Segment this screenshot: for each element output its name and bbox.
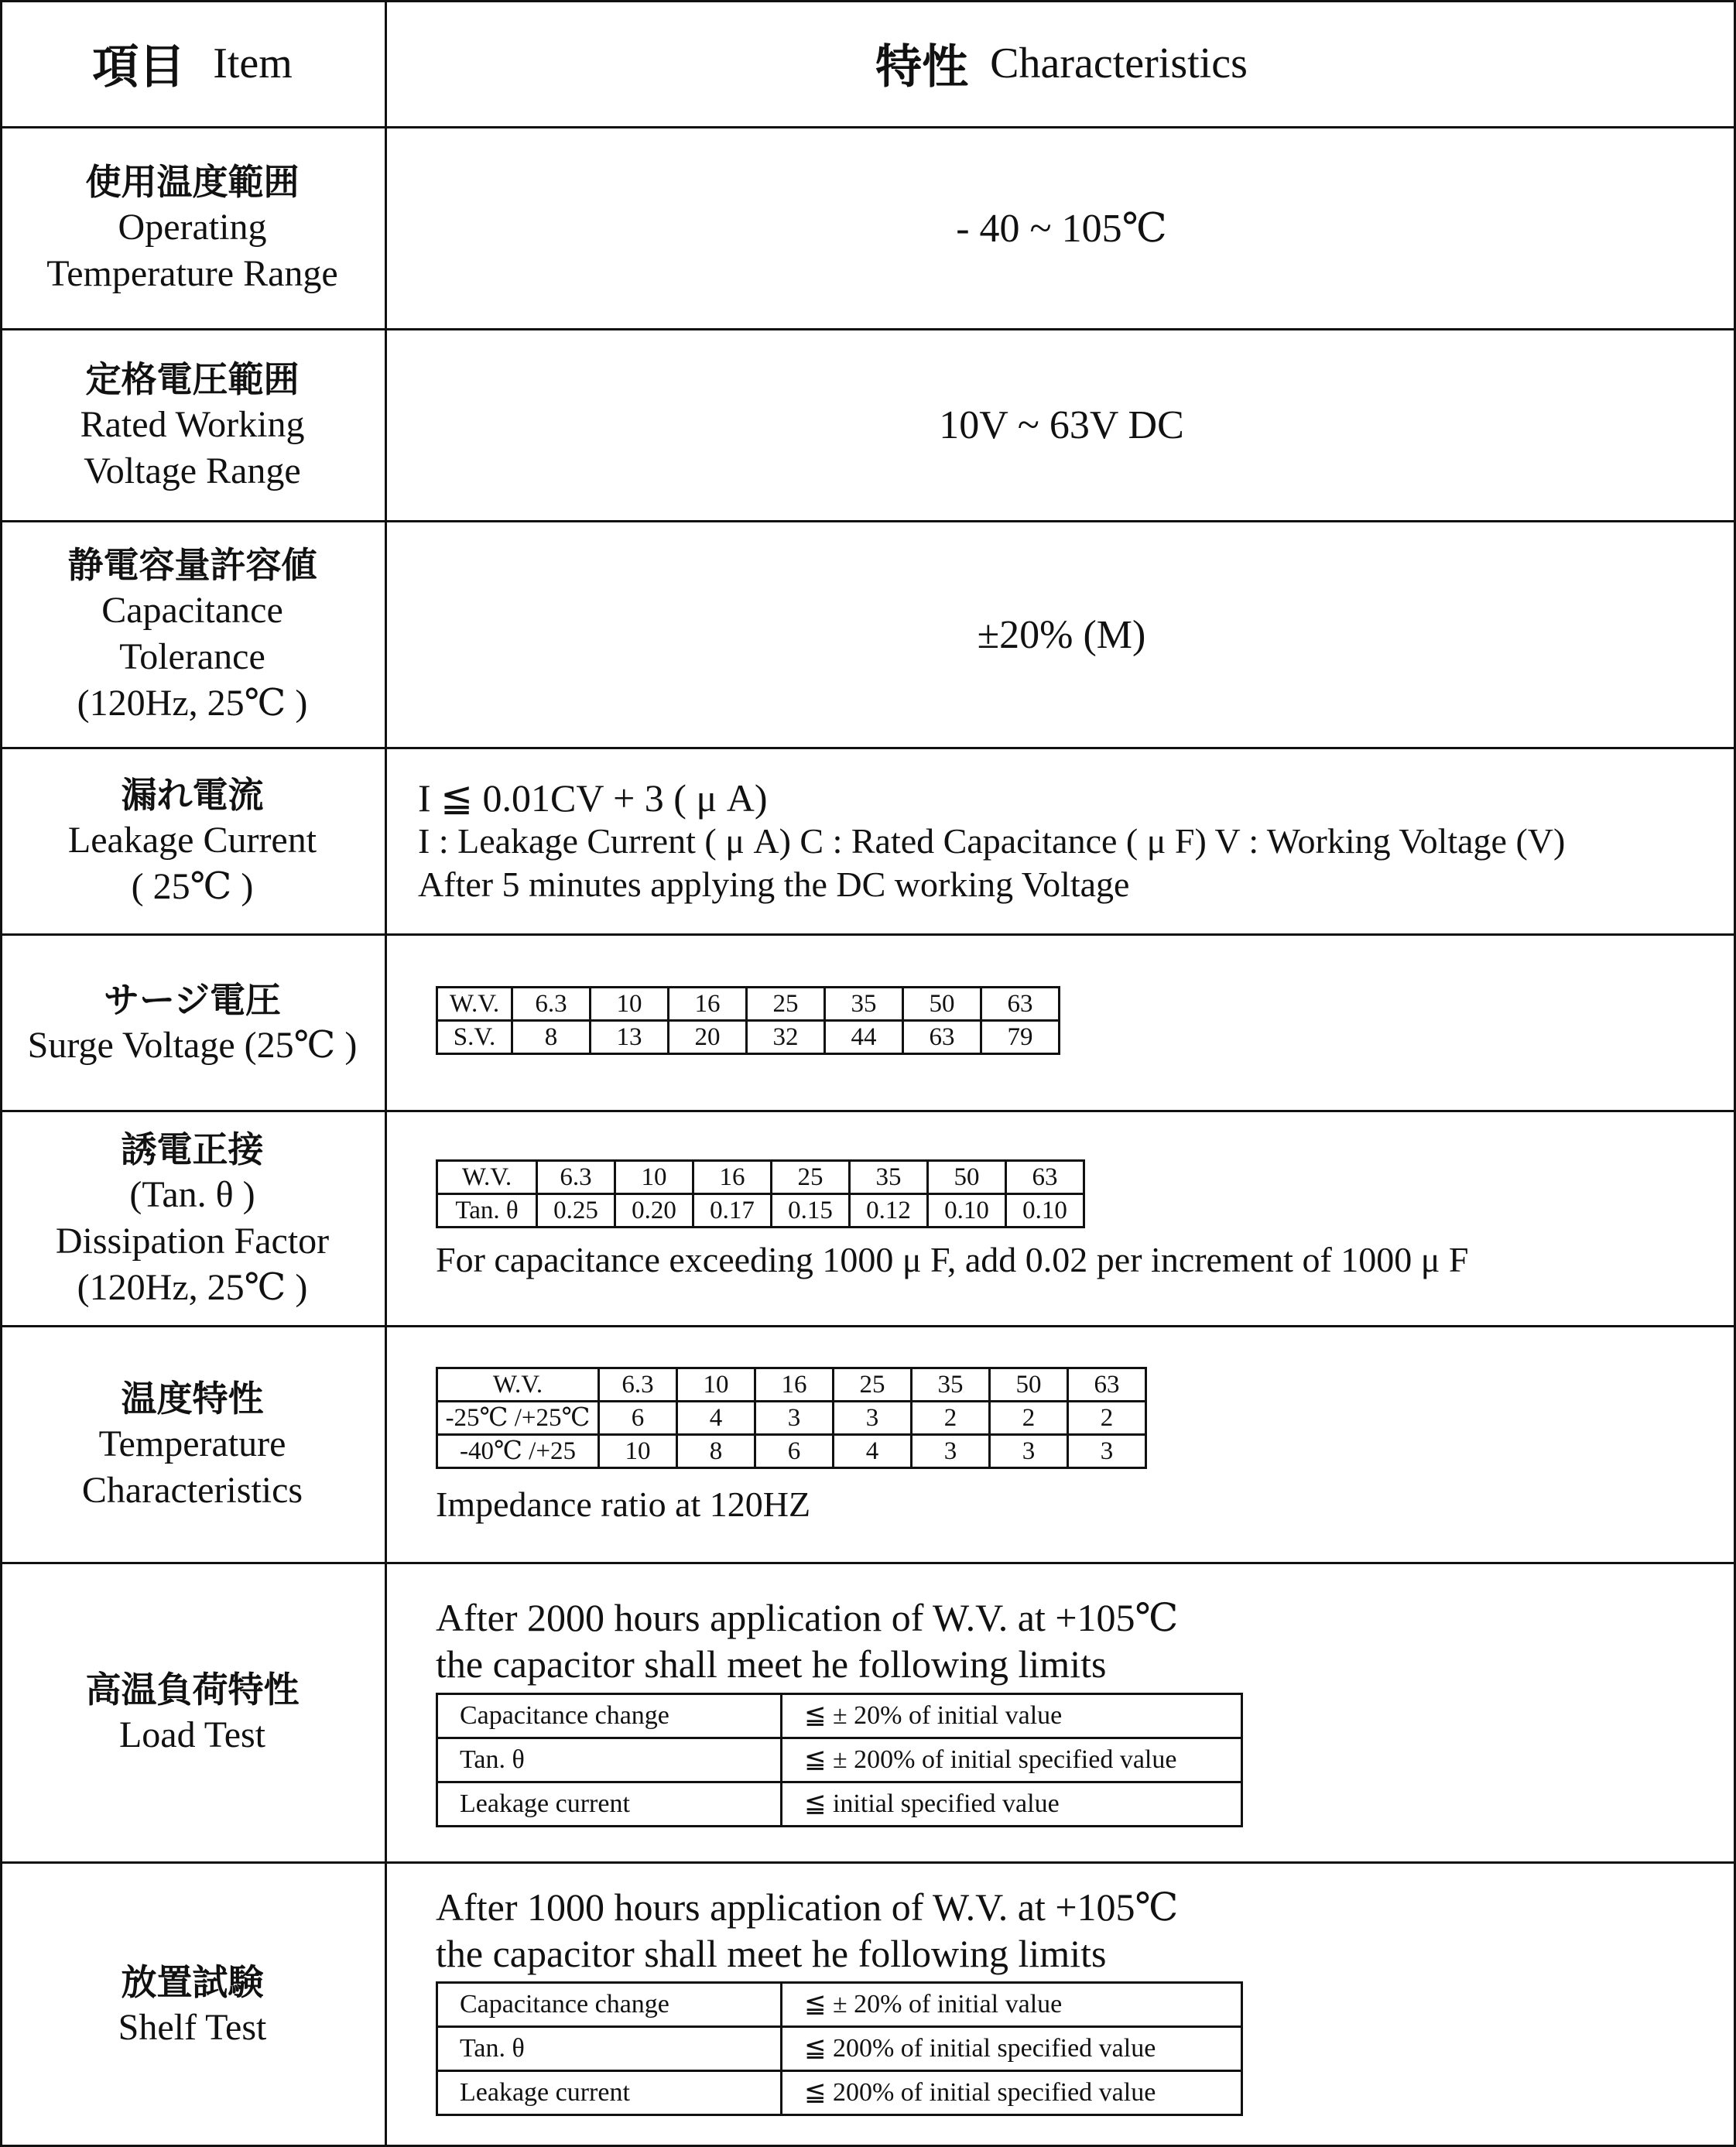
label-en: Operating (118, 207, 267, 248)
row-label-cap-tolerance (0, 522, 385, 747)
label-en: (120Hz, 25℃ ) (77, 683, 308, 724)
leakage-value (418, 749, 1726, 933)
table-cell: 4 (834, 1435, 912, 1468)
table-cell: 35 (850, 1161, 928, 1194)
table-cell: 6.3 (512, 988, 591, 1021)
shelf-table-wrap (436, 1981, 1243, 2116)
table-cell: 16 (669, 988, 747, 1021)
header-char-en: Characteristics (990, 39, 1248, 87)
header-characteristics (387, 0, 1736, 126)
label-en: Tolerance (119, 636, 265, 677)
label-jp: 放置試験 (121, 1961, 264, 2003)
label-jp: 高温負荷特性 (85, 1669, 300, 1710)
table-cell: 6 (755, 1435, 834, 1468)
temp-char-table-wrap (436, 1367, 1147, 1469)
temp-char-table (436, 1367, 1147, 1469)
leakage-legend: I : Leakage Current ( μ A) C : Rated Capacitance ( μ F) V : Working Voltage (V) (418, 821, 1566, 861)
header-char-jp: 特性 (875, 39, 969, 94)
table-row (437, 1738, 1242, 1782)
table-cell: 3 (990, 1435, 1068, 1468)
label-jp: サージ電圧 (103, 978, 282, 1021)
table-cell: 25 (772, 1161, 850, 1194)
table-cell: 0.12 (850, 1194, 928, 1228)
table-cell: Capacitance change (437, 1983, 782, 2027)
table-row (437, 1021, 1060, 1054)
row-label-temp-range (0, 128, 385, 328)
table-cell: 2 (912, 1402, 990, 1435)
table-cell: Tan. θ (437, 1738, 782, 1782)
table-cell: 35 (825, 988, 903, 1021)
tan-table (436, 1159, 1085, 1228)
table-cell: 79 (981, 1021, 1060, 1054)
table-cell: 0.10 (1006, 1194, 1084, 1228)
shelf-table (436, 1981, 1243, 2116)
table-cell: 25 (747, 988, 825, 1021)
table-cell: 50 (990, 1368, 1068, 1402)
table-row (437, 2071, 1242, 2115)
table-cell: W.V. (437, 1368, 599, 1402)
table-cell: 44 (825, 1021, 903, 1054)
table-cell: W.V. (437, 1161, 537, 1194)
load-table (436, 1693, 1243, 1827)
table-cell: 10 (677, 1368, 755, 1402)
table-cell: 63 (1006, 1161, 1084, 1194)
label-en: Dissipation Factor (55, 1220, 330, 1262)
label-en: Rated Working (80, 403, 305, 445)
temp-char-note: Impedance ratio at 120HZ (436, 1484, 811, 1524)
label-en: (Tan. θ ) (129, 1173, 255, 1215)
table-row (437, 1435, 1146, 1468)
table-cell: ≦ initial specified value (782, 1782, 1242, 1827)
table-cell: 10 (591, 988, 669, 1021)
table-row (437, 1368, 1146, 1402)
table-cell: ≦ 200% of initial specified value (782, 2027, 1242, 2071)
label-en: (120Hz, 25℃ ) (77, 1266, 308, 1308)
label-en: Temperature (98, 1423, 286, 1464)
table-cell: 63 (903, 1021, 981, 1054)
table-cell: 10 (615, 1161, 693, 1194)
table-cell: Tan. θ (437, 1194, 537, 1228)
label-en: Voltage Range (84, 450, 301, 491)
header-item-jp: 項目 (92, 39, 186, 94)
table-cell: 2 (1068, 1402, 1146, 1435)
label-en: Surge Voltage (25℃ ) (27, 1024, 358, 1066)
row-label-leakage (0, 749, 385, 933)
label-en: Load Test (118, 1714, 266, 1755)
voltage-range-value: 10V ~ 63V DC (939, 403, 1184, 447)
table-row (437, 1161, 1084, 1194)
table-cell: 2 (990, 1402, 1068, 1435)
table-cell: 4 (677, 1402, 755, 1435)
table-cell: 0.17 (693, 1194, 772, 1228)
cap-tolerance-value: ±20% (M) (977, 612, 1146, 657)
table-cell: 35 (912, 1368, 990, 1402)
table-cell: Leakage current (437, 2071, 782, 2115)
load-line2: the capacitor shall meet he following limits (436, 1642, 1107, 1686)
table-cell: ≦ 200% of initial specified value (782, 2071, 1242, 2115)
table-cell: 6 (599, 1402, 677, 1435)
label-en: Leakage Current (67, 820, 317, 861)
table-cell: ≦ ± 20% of initial value (782, 1694, 1242, 1738)
table-cell: 32 (747, 1021, 825, 1054)
table-cell: 0.15 (772, 1194, 850, 1228)
table-cell: W.V. (437, 988, 512, 1021)
tan-note: For capacitance exceeding 1000 μ F, add 0.02 per increment of 1000 μ F (436, 1240, 1469, 1279)
table-cell: Tan. θ (437, 2027, 782, 2071)
shelf-line1: After 1000 hours application of W.V. at +105℃ (436, 1885, 1179, 1929)
row-label-shelf (0, 1864, 385, 2147)
table-row (437, 1694, 1242, 1738)
table-cell: ≦ ± 20% of initial value (782, 1983, 1242, 2027)
table-cell: 8 (677, 1435, 755, 1468)
leakage-formula: I ≦ 0.01CV + 3 ( μ A) (418, 776, 768, 820)
table-cell: 6.3 (599, 1368, 677, 1402)
table-row (437, 1194, 1084, 1228)
label-jp: 温度特性 (121, 1377, 264, 1419)
table-cell: 16 (755, 1368, 834, 1402)
table-cell: 25 (834, 1368, 912, 1402)
row-label-surge (0, 936, 385, 1110)
table-cell: 3 (1068, 1435, 1146, 1468)
tan-table-wrap (436, 1159, 1085, 1228)
temp-range-value: - 40 ~ 105℃ (956, 207, 1167, 251)
table-cell: 0.10 (928, 1194, 1006, 1228)
row-label-tan (0, 1112, 385, 1325)
table-cell: 3 (834, 1402, 912, 1435)
table-cell: 3 (755, 1402, 834, 1435)
label-jp: 使用温度範囲 (85, 161, 300, 203)
table-cell: 6.3 (537, 1161, 615, 1194)
label-en: Characteristics (81, 1469, 303, 1511)
table-cell: 50 (903, 988, 981, 1021)
label-en: ( 25℃ ) (131, 866, 254, 907)
table-cell: 13 (591, 1021, 669, 1054)
header-item (0, 0, 385, 126)
row-label-temp-char (0, 1327, 385, 1562)
table-row (437, 2027, 1242, 2071)
load-table-wrap (436, 1693, 1243, 1827)
table-cell: 0.25 (537, 1194, 615, 1228)
header-item-en: Item (213, 39, 293, 87)
table-cell: -25℃ /+25℃ (437, 1402, 599, 1435)
row-label-voltage-range (0, 330, 385, 520)
table-row (437, 1782, 1242, 1827)
table-row (437, 988, 1060, 1021)
table-cell: Leakage current (437, 1782, 782, 1827)
table-cell: S.V. (437, 1021, 512, 1054)
label-en: Capacitance (101, 590, 283, 631)
table-cell: 63 (1068, 1368, 1146, 1402)
leakage-condition: After 5 minutes applying the DC working Voltage (418, 865, 1130, 904)
table-cell: 0.20 (615, 1194, 693, 1228)
label-jp: 定格電圧範囲 (85, 358, 300, 400)
table-cell: -40℃ /+25 (437, 1435, 599, 1468)
table-cell: 20 (669, 1021, 747, 1054)
load-line1: After 2000 hours application of W.V. at +105℃ (436, 1596, 1179, 1639)
table-cell: 3 (912, 1435, 990, 1468)
row-label-load (0, 1564, 385, 1861)
label-en: Temperature Range (46, 253, 338, 294)
table-cell: ≦ ± 200% of initial specified value (782, 1738, 1242, 1782)
table-cell: 16 (693, 1161, 772, 1194)
shelf-line2: the capacitor shall meet he following limits (436, 1932, 1107, 1975)
table-cell: Capacitance change (437, 1694, 782, 1738)
label-jp: 静電容量許容値 (67, 544, 317, 586)
label-en: Shelf Test (118, 2007, 267, 2048)
table-cell: 10 (599, 1435, 677, 1468)
table-row (437, 1402, 1146, 1435)
table-cell: 8 (512, 1021, 591, 1054)
table-row (437, 1983, 1242, 2027)
label-jp: 漏れ電流 (121, 774, 264, 816)
label-jp: 誘電正接 (121, 1128, 264, 1170)
table-cell: 63 (981, 988, 1060, 1021)
surge-table (436, 986, 1060, 1055)
surge-table-wrap (436, 986, 1060, 1055)
table-cell: 50 (928, 1161, 1006, 1194)
